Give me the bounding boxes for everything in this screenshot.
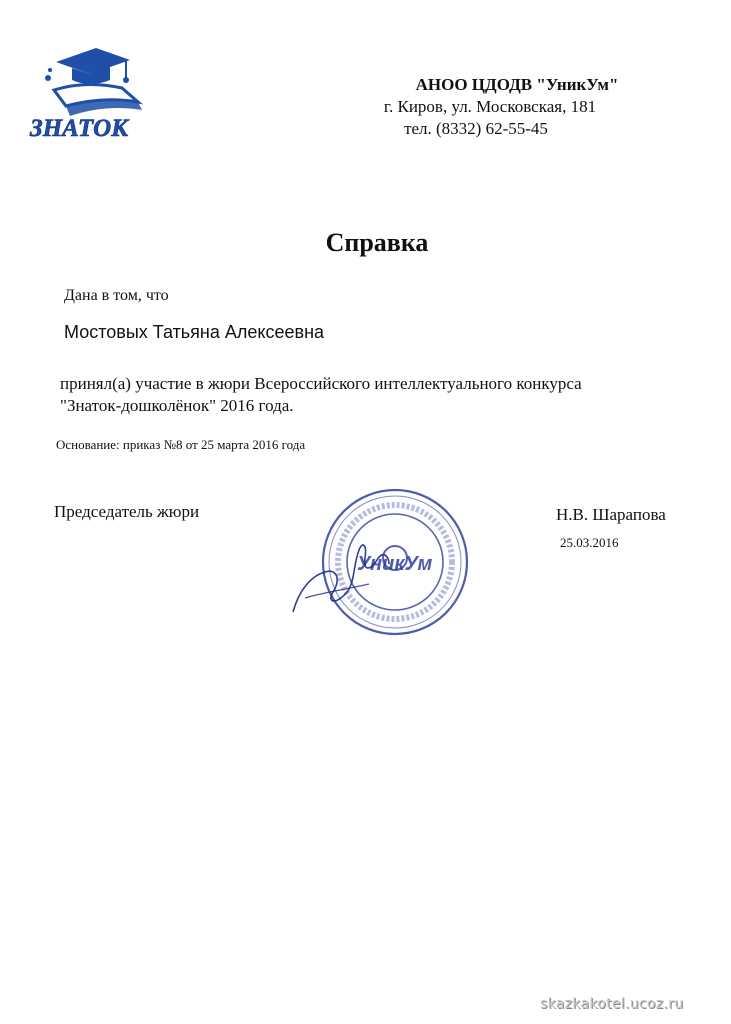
stamp-text: УникУм [357, 553, 433, 575]
chair-name: Н.В. Шарапова [556, 505, 666, 524]
signature-date: 25.03.2016 [560, 535, 619, 550]
organization-name: АНОО ЦДОДВ "УникУм" [415, 75, 619, 94]
site-watermark: skazkakotel.ucoz.ru [540, 996, 684, 1012]
participation-line-1: принял(а) участие в жюри Всероссийского интеллектуального конкурса [60, 374, 582, 393]
participation-text [60, 373, 660, 417]
document-title: Справка [325, 228, 429, 257]
organization-phone: тел. (8332) 62-55-45 [404, 119, 548, 138]
basis-text: Основание: приказ №8 от 25 марта 2016 года [56, 437, 306, 452]
chair-role-label: Председатель жюри [54, 502, 200, 521]
logo-text: ЗНАТОК [30, 115, 129, 142]
organization-address: г. Киров, ул. Московская, 181 [383, 97, 597, 116]
participation-line-2: "Знаток-дошколёнок" 2016 года. [60, 396, 294, 415]
organization-header [330, 74, 650, 140]
person-name: Мостовых Татьяна Алексеевна [64, 322, 325, 342]
intro-text: Дана в том, что [64, 287, 169, 304]
official-stamp [285, 480, 475, 650]
organization-logo [26, 44, 152, 148]
